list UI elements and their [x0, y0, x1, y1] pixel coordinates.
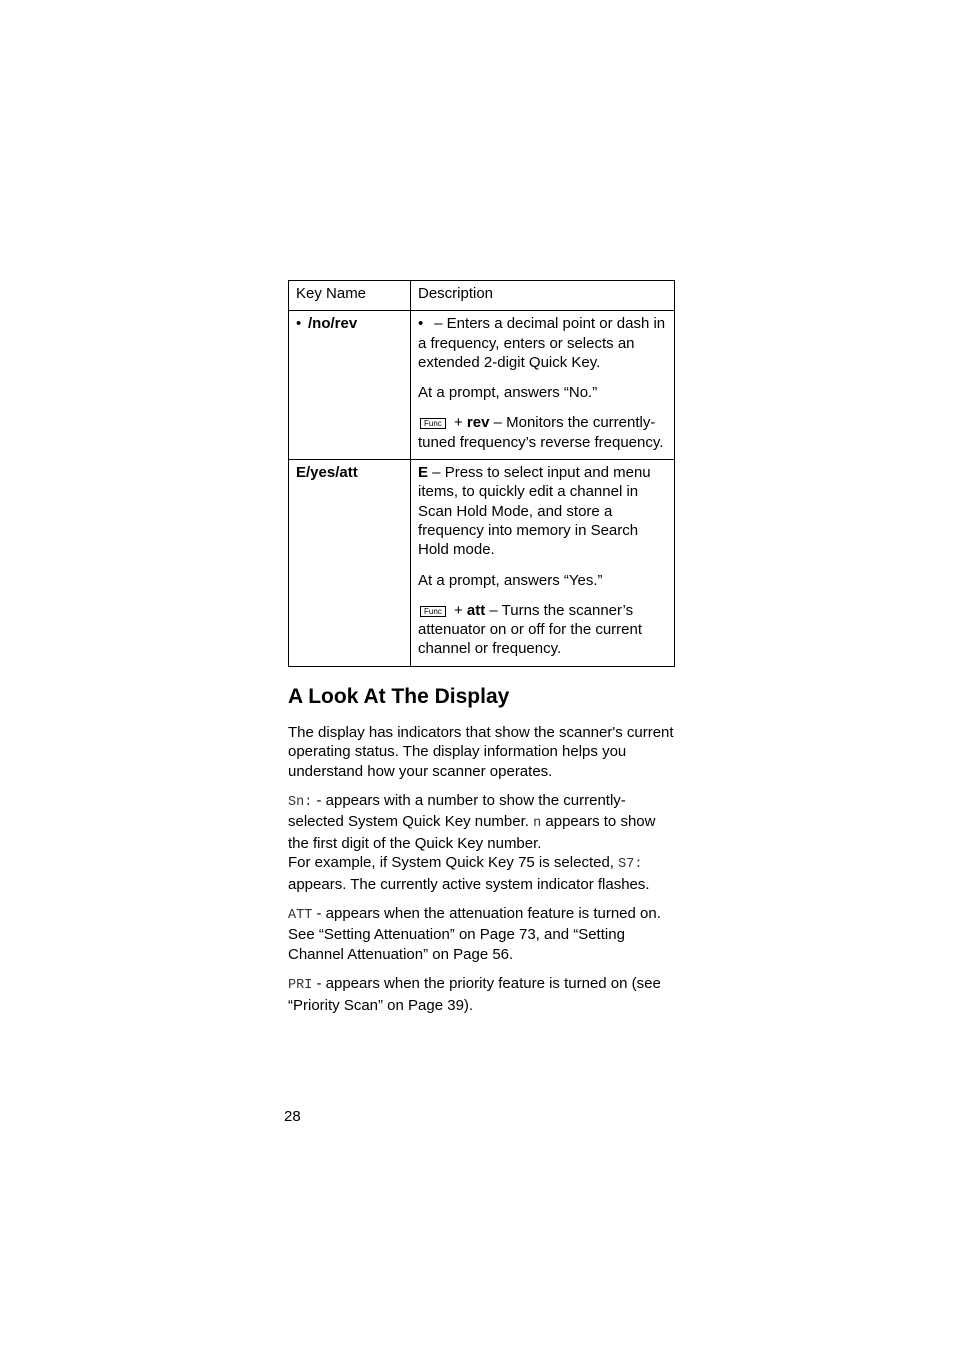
description-text: – Press to select input and menu items, to quickly edit a channel in Scan Hold Mode, and store a frequency into memory in Search Hold mode. [418, 464, 651, 559]
table-row [289, 311, 675, 460]
key-name-inline: att [466, 601, 486, 619]
key-name-inline: rev [466, 414, 490, 432]
description-cell [411, 460, 675, 667]
plus-sign: + [453, 414, 467, 432]
key-cell [289, 311, 411, 460]
description-text: – Monitors the currently-tuned frequency’s reverse frequency. [418, 414, 664, 451]
description-paragraph [418, 601, 668, 659]
key-table [288, 280, 675, 667]
sn-code: Sn: [288, 794, 313, 810]
description-paragraph: At a prompt, answers “Yes.” [418, 571, 603, 589]
func-key-icon: Func [420, 606, 446, 617]
header-description: Description [411, 281, 675, 311]
description-text: – Turns the scanner’s attenuator on or off for the current channel or frequency. [418, 601, 643, 658]
description-text: – Enters a decimal point or dash in a frequency, enters or selects an extended 2-digit Quick Key. [418, 315, 666, 371]
page-content [288, 280, 674, 1025]
key-cell [289, 460, 411, 667]
key-label: E/yes/att [296, 464, 358, 482]
table-row [289, 460, 675, 667]
page-number: 28 [284, 1108, 301, 1125]
intro-paragraph: The display has indicators that show the scanner's current operating status. The display information helps you understand how your scanner operates. [288, 723, 674, 780]
sn-text: appears to show the first digit of the Quick Key number. [288, 813, 656, 852]
att-code: ATT [288, 908, 313, 923]
key-name-inline: E [418, 464, 429, 482]
bullet-glyph: • [418, 315, 424, 333]
pri-indicator-paragraph [288, 974, 674, 1015]
description-cell [411, 311, 675, 460]
description-paragraph: At a prompt, answers “No.” [418, 384, 598, 402]
example-text: appears. The currently active system indicator flashes. [288, 875, 650, 893]
att-text: - appears when the attenuation feature is turned on. See “Setting Attenuation” on Page 73, and “Setting Channel Attenuation” on Page 56. [288, 905, 661, 963]
sn-text: - appears with a number to show the currently-selected System Quick Key number. [288, 791, 626, 831]
att-indicator-paragraph [288, 904, 674, 964]
description-paragraph [418, 413, 668, 452]
key-label: /no/rev [308, 315, 358, 333]
header-key-name: Key Name [289, 281, 411, 311]
sn-indicator-paragraph [288, 791, 674, 894]
n-code: n [533, 816, 542, 832]
description-paragraph [418, 463, 668, 559]
section-title: A Look At The Display [288, 684, 510, 708]
table-header-row [289, 281, 675, 311]
description-paragraph [418, 314, 668, 372]
plus-sign: + [453, 601, 467, 619]
pri-code: PRI [288, 978, 313, 994]
example-text: For example, if System Quick Key 75 is selected, [288, 854, 619, 872]
s7-code: S7: [618, 857, 643, 873]
pri-text: - appears when the priority feature is turned on (see “Priority Scan” on Page 39). [288, 975, 661, 1014]
bullet-glyph: • [296, 315, 302, 333]
func-key-icon: Func [420, 418, 446, 429]
